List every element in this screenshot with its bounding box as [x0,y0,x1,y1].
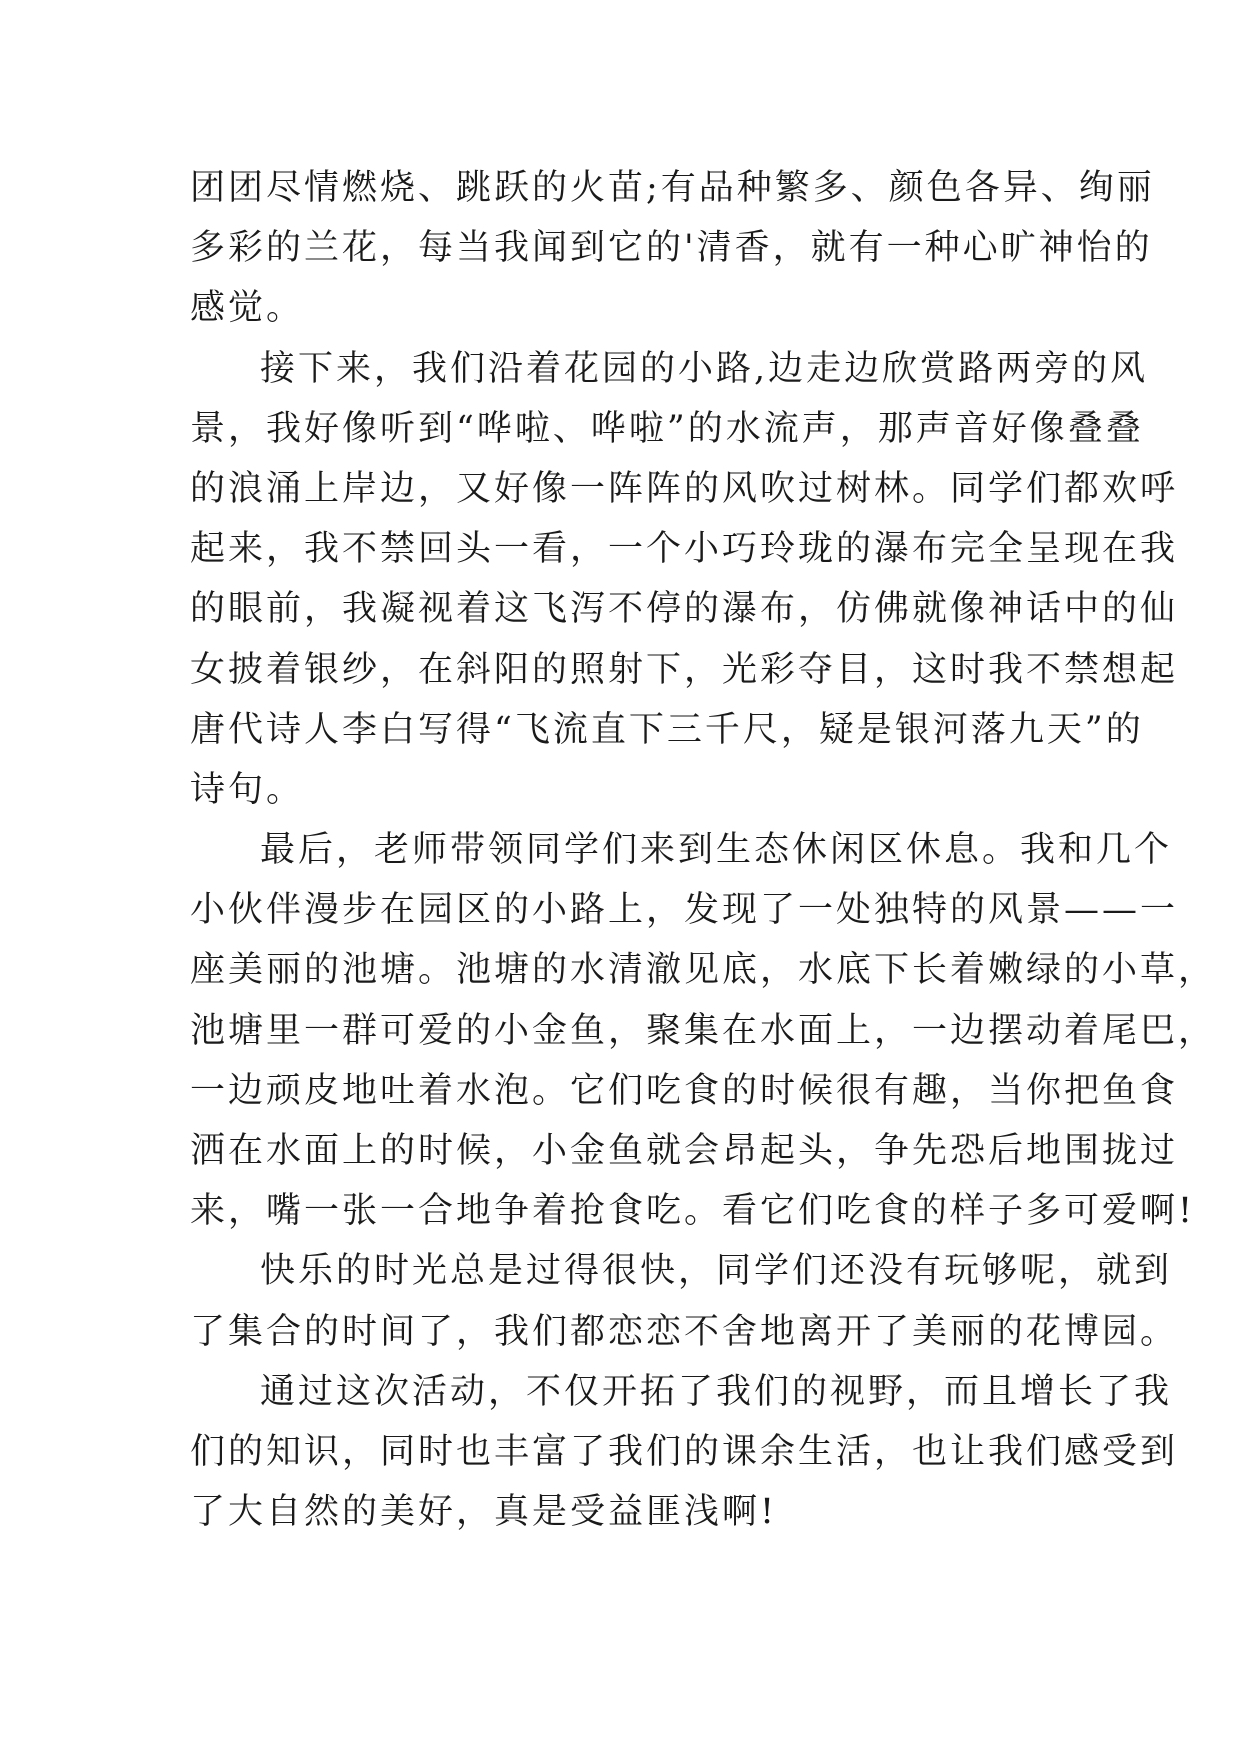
text-line: 的浪涌上岸边，又好像一阵阵的风吹过树林。同学们都欢呼 [190,468,1179,509]
text-line: 诗句。 [190,769,305,810]
text-line: 座美丽的池塘。池塘的水清澈见底，水底下长着嫩绿的小草， [190,950,1217,991]
text-line: 了集合的时间了，我们都恋恋不舍地离开了美丽的花博园。 [190,1311,1179,1352]
text-line: 多彩的兰花，每当我闻到它的'清香，就有一种心旷神怡的 [190,228,1153,269]
text-line: 一边顽皮地吐着水泡。它们吃食的时候很有趣，当你把鱼食 [190,1070,1179,1111]
text-line: 起来，我不禁回头一看，一个小巧玲珑的瀑布完全呈现在我 [190,529,1179,570]
text-line: 快乐的时光总是过得很快，同学们还没有玩够呢，就到 [260,1251,1173,1292]
text-line: 感觉。 [190,288,305,329]
text-line: 来，嘴一张一合地争着抢食吃。看它们吃食的样子多可爱啊! [190,1191,1196,1232]
text-line: 最后，老师带领同学们来到生态休闲区休息。我和几个 [260,830,1173,871]
text-line: 接下来，我们沿着花园的小路,边走边欣赏路两旁的风 [260,348,1149,389]
text-line: 池塘里一群可爱的小金鱼，聚集在水面上，一边摆动着尾巴， [190,1010,1217,1051]
document-body [190,158,1217,1542]
text-line: 小伙伴漫步在园区的小路上，发现了一处独特的风景——一 [190,890,1179,931]
text-line: 团团尽情燃烧、跳跃的火苗;有品种繁多、颜色各异、绚丽 [190,168,1155,208]
text-line: 通过这次活动，不仅开拓了我们的视野，而且增长了我 [260,1371,1173,1412]
text-line: 们的知识，同时也丰富了我们的课余生活，也让我们感受到 [190,1431,1179,1472]
text-line: 唐代诗人李白写得“飞流直下三千尺，疑是银河落九天”的 [190,709,1144,750]
text-line: 景，我好像听到“哗啦、哗啦”的水流声，那声音好像叠叠 [190,408,1144,449]
text-line: 女披着银纱，在斜阳的照射下，光彩夺目，这时我不禁想起 [190,649,1179,690]
text-line: 的眼前，我凝视着这飞泻不停的瀑布，仿佛就像神话中的仙 [190,589,1179,630]
text-line: 了大自然的美好，真是受益匪浅啊! [190,1492,778,1533]
text-line: 洒在水面上的时候，小金鱼就会昂起头，争先恐后地围拢过 [190,1131,1179,1171]
